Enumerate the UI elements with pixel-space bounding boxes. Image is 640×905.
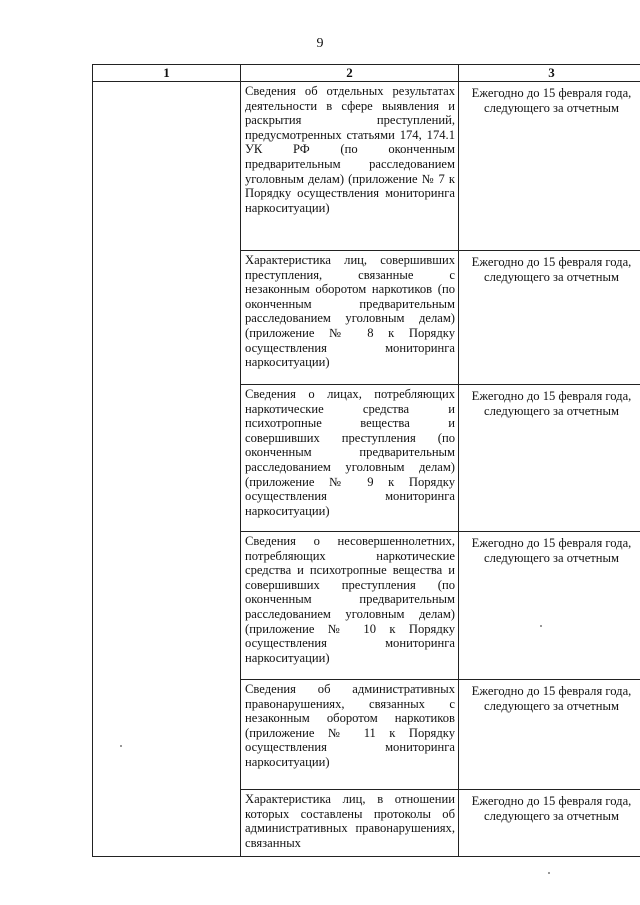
report-description: Характеристика лиц, совершивших преступления, связанные с незаконным оборотом наркотиков (по оконченным предварительным расследованием уголовным делам) (приложение № 8 к Порядку осуществления мониторинга наркоситуации) xyxy=(241,251,459,385)
table-row xyxy=(93,680,640,790)
table-row xyxy=(93,251,640,385)
report-description: Характеристика лиц, в отношении которых составлены протоколы об административных правонарушениях, связанных xyxy=(241,790,459,857)
report-deadline: Ежегодно до 15 февраля года, следующего за отчетным xyxy=(459,790,640,857)
column-header-3: 3 xyxy=(459,65,640,82)
table-row xyxy=(93,790,640,857)
row-cell-col1 xyxy=(93,680,241,790)
report-description: Сведения об отдельных результатах деятельности в сфере выявления и раскрытия преступлений, предусмотренных статьями 174, 174.1 УК РФ (по оконченным предварительным расследованием уголовным делам) (приложение № 7 к Порядку осуществления мониторинга наркоситуации) xyxy=(241,82,459,251)
report-deadline: Ежегодно до 15 февраля года, следующего за отчетным xyxy=(459,251,640,385)
scan-speck xyxy=(120,745,122,747)
row-cell-col1 xyxy=(93,790,241,857)
column-header-1: 1 xyxy=(93,65,241,82)
report-deadline: Ежегодно до 15 февраля года, следующего за отчетным xyxy=(459,385,640,532)
table-row xyxy=(93,532,640,680)
header-row xyxy=(93,65,640,82)
report-deadline: Ежегодно до 15 февраля года, следующего за отчетным xyxy=(459,82,640,251)
table-row xyxy=(93,385,640,532)
report-description: Сведения об административных правонарушениях, связанных с незаконным оборотом наркотиков (приложение № 11 к Порядку осуществления мониторинга наркоситуации) xyxy=(241,680,459,790)
report-deadline: Ежегодно до 15 февраля года, следующего за отчетным xyxy=(459,532,640,680)
column-header-2: 2 xyxy=(241,65,459,82)
report-deadline: Ежегодно до 15 февраля года, следующего за отчетным xyxy=(459,680,640,790)
monitoring-table xyxy=(92,64,640,857)
row-cell-col1 xyxy=(93,82,241,251)
scan-speck xyxy=(548,872,550,874)
table-row xyxy=(93,82,640,251)
row-cell-col1 xyxy=(93,251,241,385)
row-cell-col1 xyxy=(93,385,241,532)
report-description: Сведения о лицах, потребляющих наркотические средства и психотропные вещества и совершивших преступления (по оконченным предварительным расследованием уголовным делам) (приложение № 9 к Порядку осуществления мониторинга наркоситуации) xyxy=(241,385,459,532)
page-number: 9 xyxy=(316,36,324,51)
row-cell-col1 xyxy=(93,532,241,680)
document-table xyxy=(92,64,640,857)
report-description: Сведения о несовершеннолетних, потребляющих наркотические средства и психотропные вещества и совершивших преступления (по оконченным предварительным расследованием уголовным делам) (приложение № 10 к Порядку осуществления мониторинга наркоситуации) xyxy=(241,532,459,680)
scan-speck xyxy=(540,625,542,627)
